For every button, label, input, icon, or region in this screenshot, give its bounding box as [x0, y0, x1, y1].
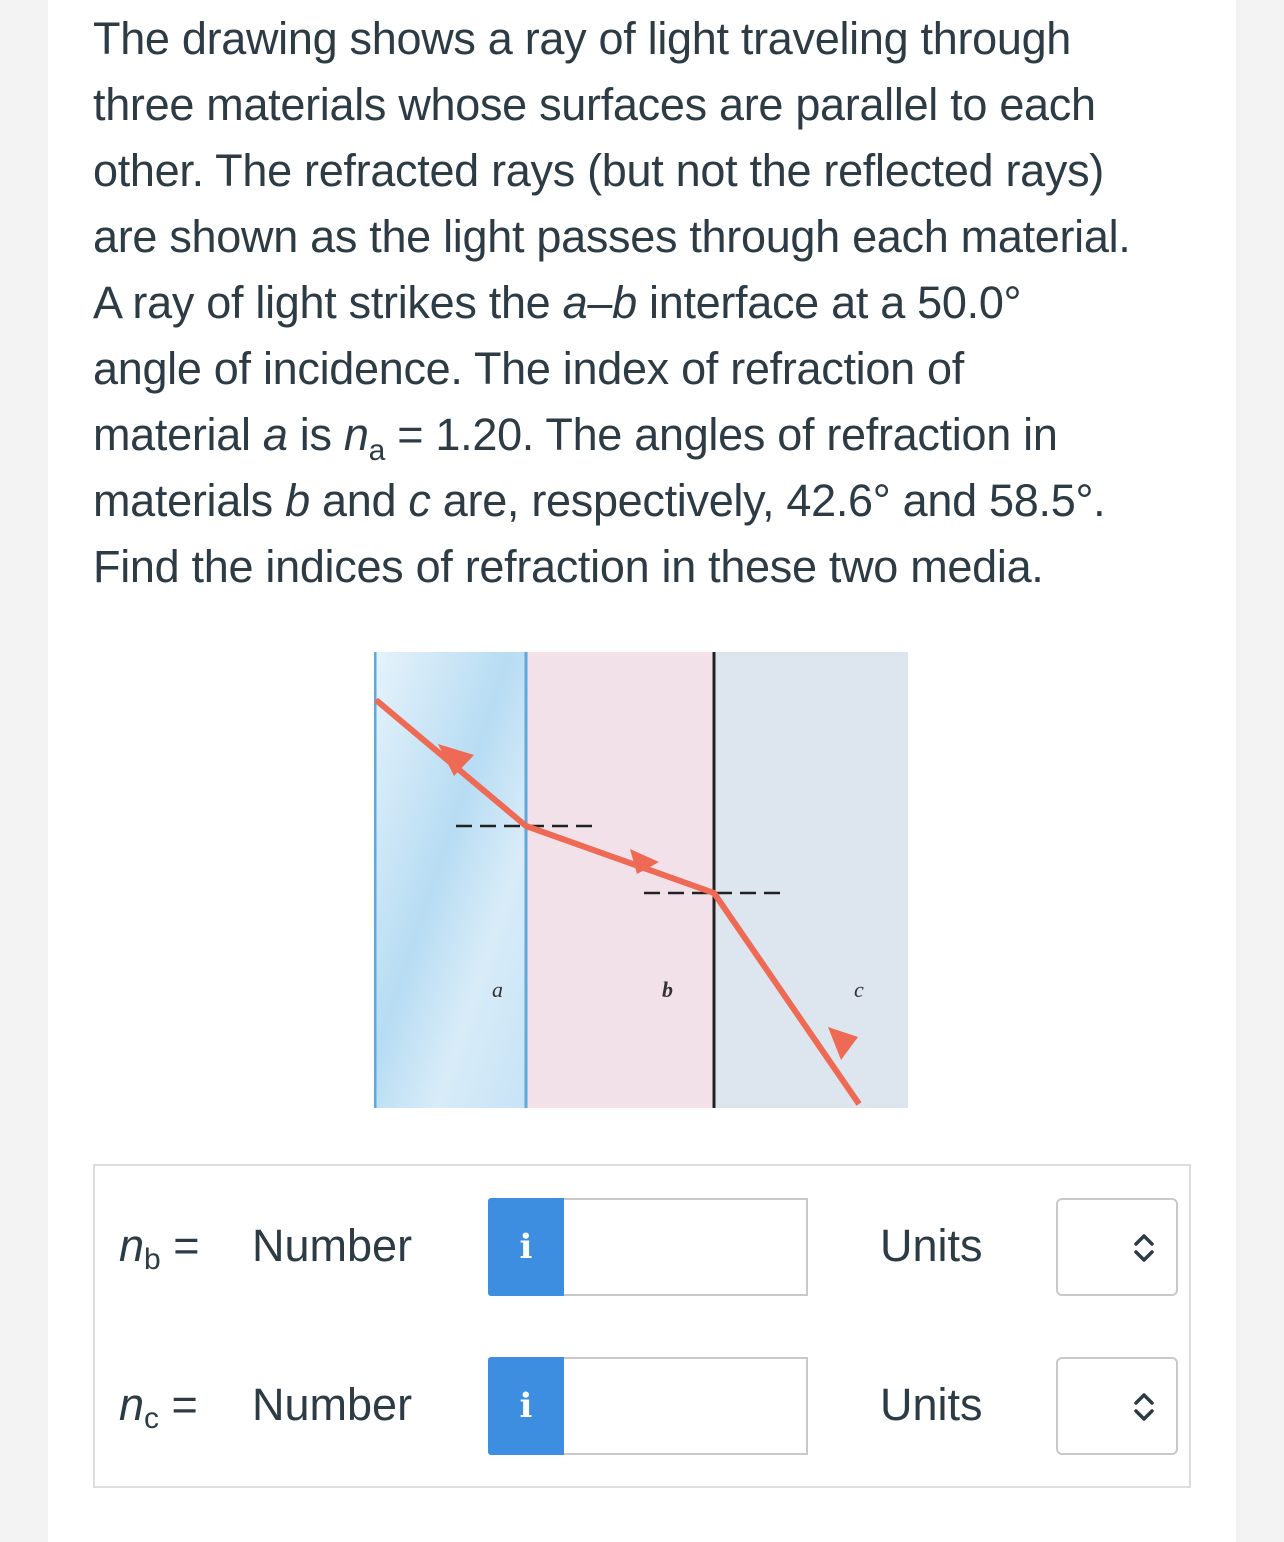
- label-c: c: [854, 977, 864, 1002]
- info-button[interactable]: [488, 1357, 564, 1455]
- material-c-region: [714, 652, 908, 1108]
- question-line: other. The refracted rays (but not the reflected rays): [93, 145, 1104, 196]
- info-button[interactable]: [488, 1198, 564, 1296]
- units-select[interactable]: [1056, 1198, 1178, 1296]
- subscript-a: a: [368, 434, 386, 467]
- label-a: a: [492, 977, 503, 1002]
- text-run: = 1.20. The angles of refraction in: [385, 409, 1058, 460]
- answer-row-nc: [95, 1357, 1189, 1457]
- number-label: Number: [252, 1379, 413, 1430]
- question-line: three materials whose surfaces are parallel to each: [93, 79, 1096, 130]
- text-run: is: [287, 409, 344, 460]
- question-line: [93, 270, 1193, 336]
- equals-sign: =: [159, 1379, 198, 1430]
- units-label: Units: [880, 1379, 983, 1430]
- question-line: Find the indices of refraction in these two media.: [93, 541, 1044, 592]
- variable-n: n: [343, 409, 369, 460]
- question-card: [48, 0, 1236, 1542]
- question-text: [93, 6, 1193, 600]
- variable-subscript: b: [144, 1243, 161, 1276]
- text-run: material: [93, 409, 263, 460]
- number-input[interactable]: [564, 1357, 808, 1455]
- text-run: materials: [93, 475, 286, 526]
- variable-label: [119, 1379, 198, 1435]
- variable-n: n: [119, 1379, 145, 1430]
- number-label: Number: [252, 1220, 413, 1271]
- text-run: are, respectively, 42.6° and 58.5°.: [430, 475, 1106, 526]
- question-line: angle of incidence. The index of refraction of: [93, 343, 964, 394]
- up-down-chevron-icon: [1132, 1230, 1156, 1266]
- text-run: A ray of light strikes the: [93, 277, 563, 328]
- equals-sign: =: [160, 1220, 200, 1271]
- answer-panel: [93, 1164, 1191, 1488]
- text-run: interface at a 50.0°: [636, 277, 1022, 328]
- variable-a: a: [562, 277, 588, 328]
- answer-row-nb: [95, 1198, 1189, 1298]
- variable-subscript: c: [144, 1402, 160, 1435]
- question-line: are shown as the light passes through each material.: [93, 211, 1131, 262]
- units-select[interactable]: [1056, 1357, 1178, 1455]
- text-run: –: [587, 277, 613, 328]
- question-line: The drawing shows a ray of light traveling through: [93, 13, 1072, 64]
- label-b: b: [662, 977, 673, 1002]
- refraction-diagram: [374, 652, 908, 1108]
- info-icon: i: [519, 1227, 533, 1267]
- number-input[interactable]: [564, 1198, 808, 1296]
- variable-b: b: [285, 475, 310, 526]
- variable-c: c: [408, 475, 431, 526]
- question-line: [93, 468, 1193, 534]
- text-run: and: [309, 475, 409, 526]
- variable-b: b: [612, 277, 637, 328]
- units-label: Units: [880, 1220, 983, 1271]
- variable-a: a: [262, 409, 288, 460]
- variable-n: n: [119, 1220, 145, 1271]
- info-icon: i: [519, 1386, 533, 1426]
- up-down-chevron-icon: [1132, 1389, 1156, 1425]
- variable-label: [119, 1220, 200, 1276]
- question-line: [93, 402, 1193, 468]
